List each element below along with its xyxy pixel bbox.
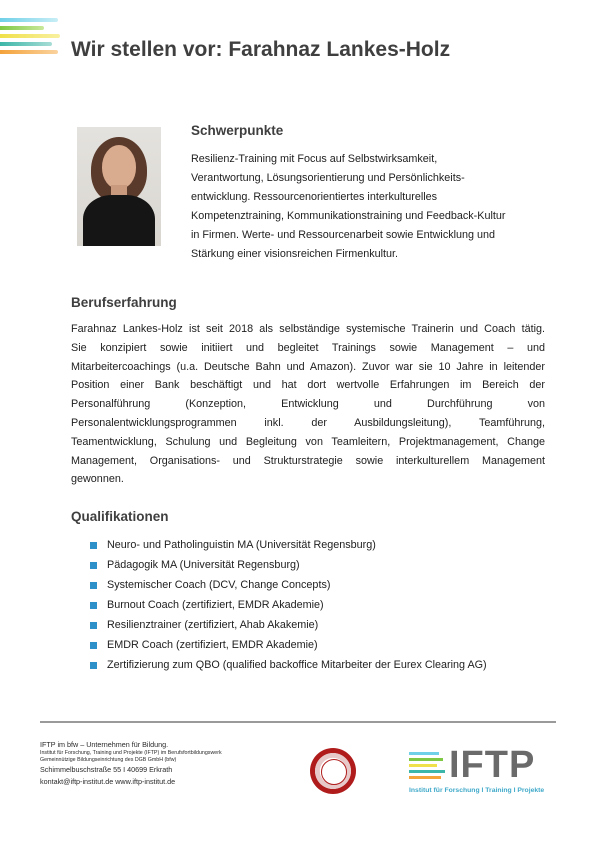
logo-tagline: Institut für Forschung I Training I Projekte xyxy=(409,787,545,794)
stripe-green xyxy=(0,26,44,30)
qualifikation-label: Zertifizierung zum QBO (qualified backoffice Mitarbeiter der Eurex Clearing AG) xyxy=(107,659,487,671)
qualifikation-label: Systemischer Coach (DCV, Change Concepts) xyxy=(107,579,331,591)
qualifikation-label: Neuro- und Patholinguistin MA (Universität Regensburg) xyxy=(107,539,376,551)
list-item xyxy=(90,655,487,675)
berufserfahrung-line: Sie konzipiert sowie initiiert und begleitet Trainings sowie Management – und xyxy=(71,341,545,354)
list-item xyxy=(90,575,487,595)
schwerpunkte-line: Resilienz-Training mit Focus auf Selbstwirksamkeit, xyxy=(191,153,438,165)
schwerpunkte-line: Stärkung einer visionsreichen Firmenkultur. xyxy=(191,248,399,260)
square-bullet-icon xyxy=(90,662,97,669)
square-bullet-icon xyxy=(90,582,97,589)
footer-contact[interactable]: kontakt@iftp-institut.de www.iftp-institut.de xyxy=(40,777,176,786)
footer-organisation: Gemeinnützige Bildungseinrichtung des DGB GmbH (bfw) xyxy=(40,757,177,763)
footer-company: IFTP im bfw – Unternehmen für Bildung. xyxy=(40,740,169,749)
certification-seal-icon xyxy=(310,748,356,794)
berufserfahrung-text xyxy=(71,320,545,489)
stripe-teal xyxy=(0,42,52,46)
berufserfahrung-line: Farahnaz Lankes-Holz ist seit 2018 als selbständige systemische Trainerin und Coach tätig. xyxy=(71,323,545,335)
qualifikationen-heading: Qualifikationen xyxy=(71,509,169,524)
square-bullet-icon xyxy=(90,562,97,569)
header-color-stripes xyxy=(0,18,60,58)
qualifikation-label: Pädagogik MA (Universität Regensburg) xyxy=(107,559,300,571)
portrait-photo xyxy=(77,127,161,246)
list-item xyxy=(90,535,487,555)
list-item xyxy=(90,555,487,575)
list-item xyxy=(90,635,487,655)
berufserfahrung-line: Teamentwicklung, Schulung und Begleitung von Teamleitern, Projektmanagement, Change xyxy=(71,435,545,448)
iftp-logo xyxy=(409,744,554,800)
footer-institute: Institut für Forschung, Training und Projekte (IFTP) im Berufsfortbildungswerk xyxy=(40,750,222,756)
berufserfahrung-line: Personalentwicklungsprogrammen inkl. der Ausbildungsleitung), Teamführung, xyxy=(71,416,545,429)
berufserfahrung-line: Management, Organisations- und Strukturstrategie sowie interkulturellem Management xyxy=(71,454,545,467)
berufserfahrung-line: Position einer Bank beschäftigt und hat dort wertvolle Erfahrungen im Bereich der xyxy=(71,379,545,392)
qualifikation-label: Resilienztrainer (zertifiziert, Ahab Akakemie) xyxy=(107,619,319,631)
page-title: Wir stellen vor: Farahnaz Lankes-Holz xyxy=(71,38,451,61)
berufserfahrung-line: gewonnen. xyxy=(71,473,124,486)
schwerpunkte-line: in Firmen. Werte- und Ressourcenarbeit sowie Entwicklung und xyxy=(191,229,496,241)
schwerpunkte-heading: Schwerpunkte xyxy=(191,123,284,138)
footer xyxy=(40,740,222,788)
schwerpunkte-line: entwicklung. Ressourcenorientiertes interkulturelles xyxy=(191,191,438,203)
list-item xyxy=(90,615,487,635)
schwerpunkte-line: Kompetenztraining, Kommunikationstraining und Feedback-Kultur xyxy=(191,210,506,222)
square-bullet-icon xyxy=(90,642,97,649)
qualifikation-label: Burnout Coach (zertifiziert, EMDR Akademie) xyxy=(107,599,324,611)
stripe-yellow xyxy=(0,34,60,38)
footer-divider xyxy=(40,721,556,723)
square-bullet-icon xyxy=(90,602,97,609)
berufserfahrung-heading: Berufserfahrung xyxy=(71,295,177,310)
schwerpunkte-line: Verantwortung, Lösungsorientierung und Persönlichkeits- xyxy=(191,172,465,184)
logo-stripes xyxy=(409,752,445,782)
berufserfahrung-line: Personalführung (Konzeption, Entwicklung und Durchführung von xyxy=(71,398,545,411)
schwerpunkte-text xyxy=(191,150,531,264)
square-bullet-icon xyxy=(90,622,97,629)
list-item xyxy=(90,595,487,615)
stripe-cyan xyxy=(0,18,58,22)
qualifikationen-list xyxy=(90,535,487,675)
berufserfahrung-line: Mitarbeitercoachings (u.a. Deutsche Bahn und Amazon). Zuvor war sie 10 Jahre in leitender xyxy=(71,360,545,373)
logo-wordmark: IFTP xyxy=(449,744,536,786)
footer-address: Schimmelbuschstraße 55 I 40699 Erkrath xyxy=(40,765,173,774)
qualifikation-label: EMDR Coach (zertifiziert, EMDR Akademie) xyxy=(107,639,318,651)
square-bullet-icon xyxy=(90,542,97,549)
stripe-orange xyxy=(0,50,58,54)
